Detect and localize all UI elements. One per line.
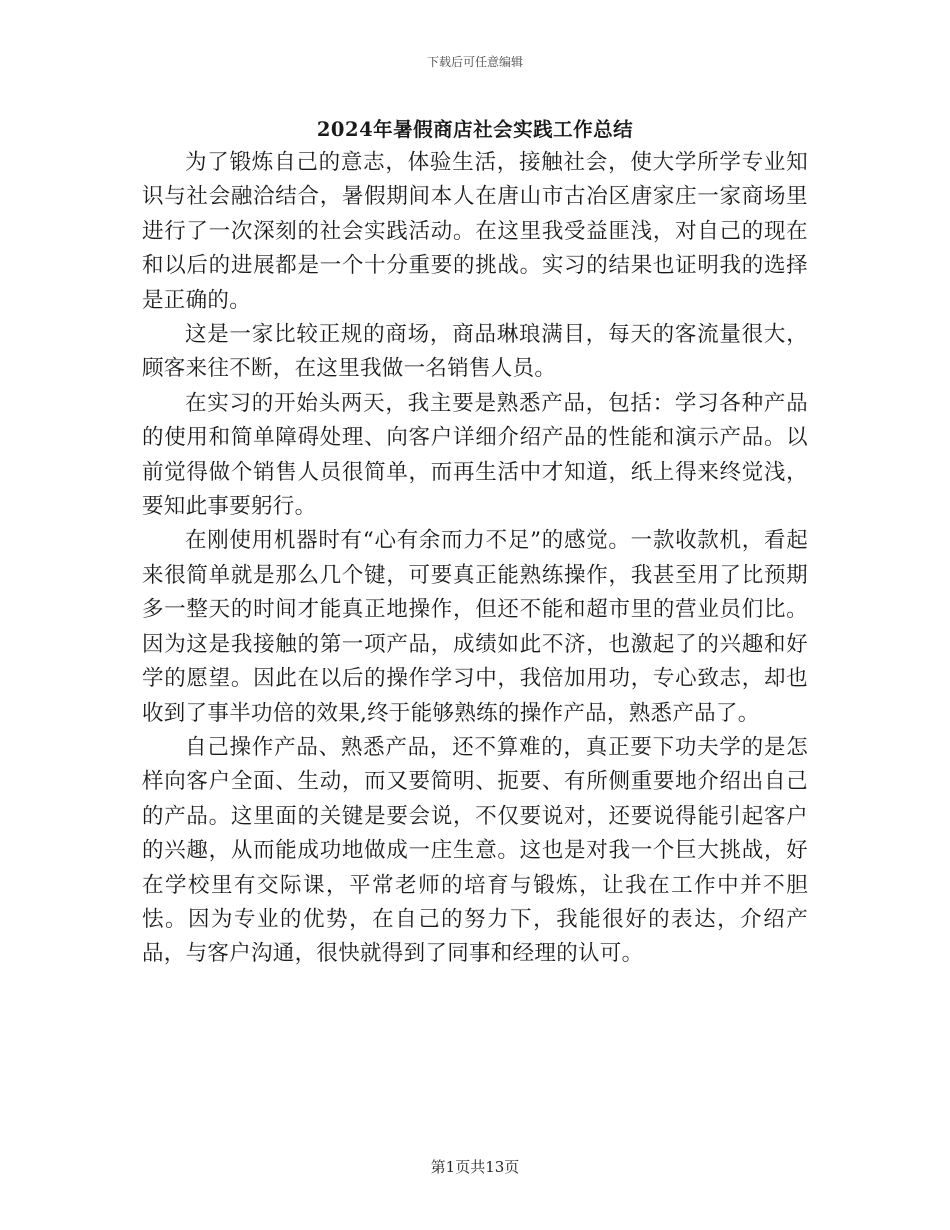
document-title: 2024年暑假商店社会实践工作总结 xyxy=(316,118,634,141)
document-body xyxy=(142,146,808,972)
paragraph: 这是一家比较正规的商场，商品琳琅满目，每天的客流量很大，顾客来往不断，在这里我做一名销售人员。 xyxy=(142,322,808,382)
header-note: 下载后可任意编辑 xyxy=(426,55,523,69)
page-number-footer: 第1页共13页 xyxy=(430,1158,520,1176)
paragraph: 为了锻炼自己的意志，体验生活，接触社会，使大学所学专业知识与社会融洽结合，暑假期间本人在唐山市古冶区唐家庄一家商场里进行了一次深刻的社会实践活动。在这里我受益匪浅，对自己的现在和以后的进展都是一个十分重要的挑战。实习的结果也证明我的选择是正确的。 xyxy=(142,150,808,313)
paragraph: 在实习的开始头两天，我主要是熟悉产品，包括：学习各种产品的使用和简单障碍处理、向客户详细介绍产品的性能和演示产品。以前觉得做个销售人员很简单，而再生活中才知道，纸上得来终觉浅，要知此事要躬行。 xyxy=(142,390,808,520)
paragraph: 在刚使用机器时有“心有余而力不足”的感觉。一款收款机，看起来很简单就是那么几个键，可要真正能熟练操作，我甚至用了比预期多一整天的时间才能真正地操作，但还不能和超市里的营业员们比。因为这是我接触的第一项产品，成绩如此不济，也激起了的兴趣和好学的愿望。因此在以后的操作学习中，我倍加用功，专心致志，却也收到了事半功倍的效果,终于能够熟练的操作产品，熟悉产品了。 xyxy=(142,528,808,726)
paragraph: 自己操作产品、熟悉产品，还不算难的，真正要下功夫学的是怎样向客户全面、生动，而又要简明、扼要、有所侧重要地介绍出自己的产品。这里面的关键是要会说，不仅要说对，还要说得能引起客户的兴趣，从而能成功地做成一庄生意。这也是对我一个巨大挑战，好在学校里有交际课，平常老师的培育与锻炼，让我在工作中并不胆怯。因为专业的优势，在自己的努力下，我能很好的表达，介绍产品，与客户沟通，很快就得到了同事和经理的认可。 xyxy=(142,734,808,967)
